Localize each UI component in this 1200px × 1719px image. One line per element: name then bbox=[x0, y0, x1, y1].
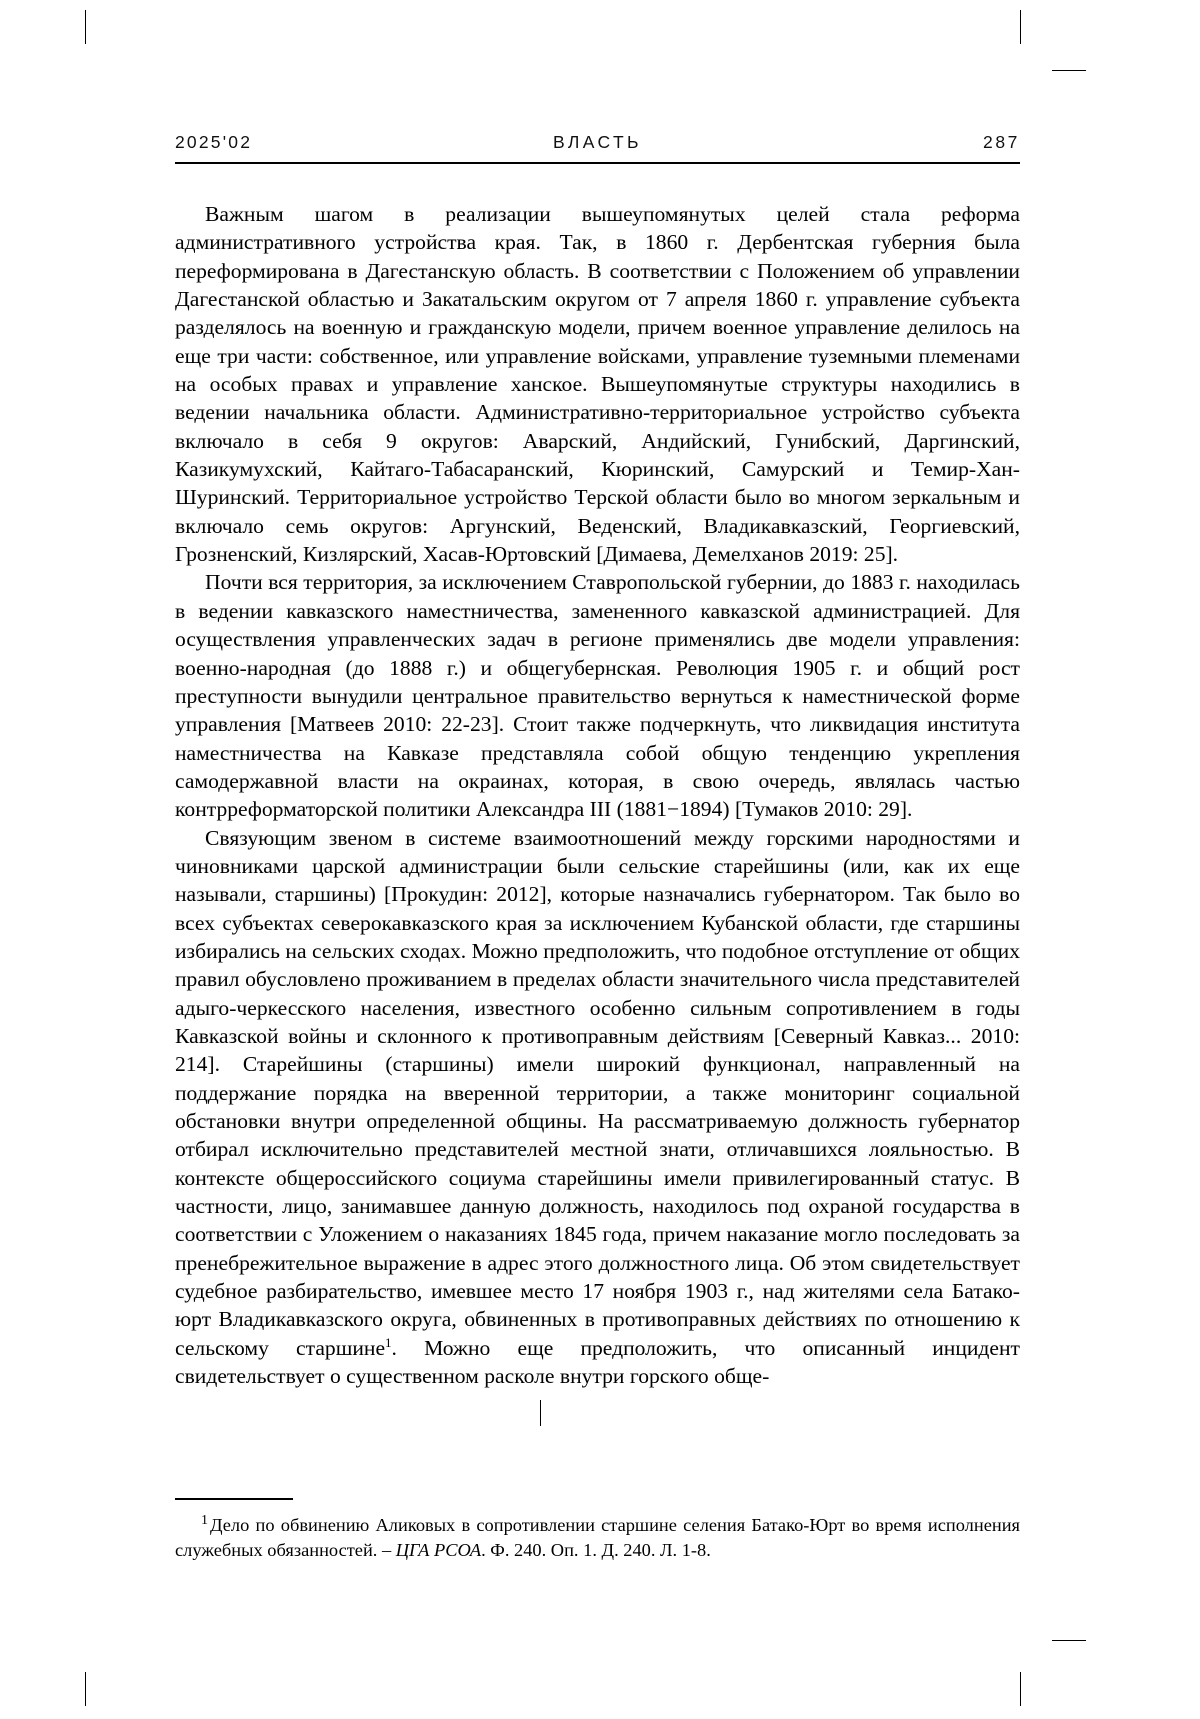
crop-mark-top-left-vertical bbox=[85, 10, 86, 44]
crop-mark-top-right-horizontal bbox=[1052, 70, 1086, 71]
footnote bbox=[175, 1509, 1020, 1562]
footnote-text-after: . Ф. 240. Оп. 1. Д. 240. Л. 1-8. bbox=[481, 1539, 711, 1560]
footnote-separator bbox=[175, 1498, 293, 1500]
footnote-source-italic: ЦГА РСОА bbox=[395, 1539, 482, 1560]
paragraph: Почти вся территория, за исключением Ставропольской губернии, до 1883 г. находилась в ведении кавказского наместничества, замененного кавказской администрацией. Для осуществления управленческих задач в регионе применялись две модели управления: военно-народная (до 1888 г.) и общегубернская. Революция 1905 г. и общий рост преступности вынудили центральное правительство вернуться к наместнической форме управления [Матвеев 2010: 22-23]. Стоит также подчеркнуть, что ликвидация института наместничества на Кавказе представляла собой общую тенденцию укрепления самодержавной власти на окраинах, которая, в свою очередь, являлась частью контрреформаторской политики Александра III (1881−1894) [Тумаков 2010: 29]. bbox=[175, 570, 1020, 822]
paragraph: Важным шагом в реализации вышеупомянутых целей стала реформа административного устройства края. Так, в 1860 г. Дербентская губерния была переформирована в Дагестанскую область. В соответствии с Положением об управлении Дагестанской областью и Закатальским округом от 7 апреля 1860 г. управление субъекта разделялось на военную и гражданскую модели, причем военное управление делилось на еще три части: собственное, или управление войсками, управление туземными племенами на особых правах и управление ханское. Вышеупомянутые структуры находились в ведении начальника области. Административно-территориальное устройство субъекта включало в себя 9 округов: Аварский, Андийский, Гунибский, Даргинский, Казикумухский, Кайтаго-Табасаранский, Кюринский, Самурский и Темир-Хан-Шуринский. Территориальное устройство Терской области было во многом зеркальным и включало семь округов: Аргунский, Веденский, Владикавказский, Георгиевский, Грозненский, Кизлярский, Хасав-Юртовский [Димаева, Демелханов 2019: 25]. bbox=[175, 202, 1020, 567]
running-head bbox=[175, 132, 1020, 166]
page-number: 287 bbox=[983, 132, 1020, 152]
paragraph bbox=[175, 824, 1020, 1391]
issue-label: 2025'02 bbox=[175, 132, 253, 152]
crop-mark-bottom-left-vertical bbox=[85, 1672, 86, 1706]
crop-mark-top-right-vertical bbox=[1020, 10, 1021, 44]
header-rule bbox=[175, 162, 1020, 164]
journal-title: ВЛАСТЬ bbox=[553, 132, 642, 152]
crop-mark-bottom-right-horizontal bbox=[1052, 1640, 1086, 1641]
footnote-reference[interactable]: 1 bbox=[385, 1334, 392, 1350]
crop-mark-center-vertical bbox=[540, 1400, 541, 1426]
paragraph-text: Связующим звеном в системе взаимоотношений между горскими народностями и чиновниками царской администрации были сельские старейшины (или, как их еще называли, старшины) [Прокудин: 2012], которые назначались губернатором. Так было во всех субъектах северокавказского края за исключением Кубанской области, где старшины избирались на сельских сходах. Можно предположить, что подобное отступление от общих правил обусловлено проживанием в пределах области значительного числа представителей адыго-черкесского населения, известного особенно сильным сопротивлением в годы Кавказской войны и склонного к противоправным действиям [Северный Кавказ... 2010: 214]. Старейшины (старшины) имели широкий функционал, направленный на поддержание порядка на вверенной территории, а также мониторинг социальной обстановки внутри определенной общины. На рассматриваемую должность губернатор отбирал исключительно представителей местной знати, отличавшихся лояльностью. В контексте общероссийского социума старейшины имели привилегированный статус. В частности, лицо, занимавшее данную должность, находилось под охраной государства в соответствии с Уложением о наказаниях 1845 года, причем наказание могло последовать за пренебрежительное выражение в адрес этого должностного лица. Об этом свидетельствует судебное разбирательство, имевшее место 17 ноября 1903 г., над жителями села Батако-юрт Владикавказского округа, обвиненных в противоправных действиях по отношению к сельскому старшине bbox=[175, 825, 1020, 1360]
body-text bbox=[175, 200, 1020, 1390]
page-content bbox=[175, 132, 1020, 1390]
footnote-text-before: Дело по обвинению Аликовых в сопротивлении старшине селения Батако-Юрт во время исполнения служебных обязанностей. – bbox=[175, 1515, 1020, 1560]
footnote-marker: 1 bbox=[201, 1513, 208, 1528]
footnote-paragraph bbox=[175, 1509, 1020, 1562]
crop-mark-bottom-right-vertical bbox=[1020, 1672, 1021, 1706]
footnote-zone bbox=[175, 1498, 1020, 1562]
paragraph-text-tail: . Можно еще предположить, что описанный инцидент свидетельствует о существенном расколе внутри горского обще- bbox=[175, 1335, 1020, 1389]
